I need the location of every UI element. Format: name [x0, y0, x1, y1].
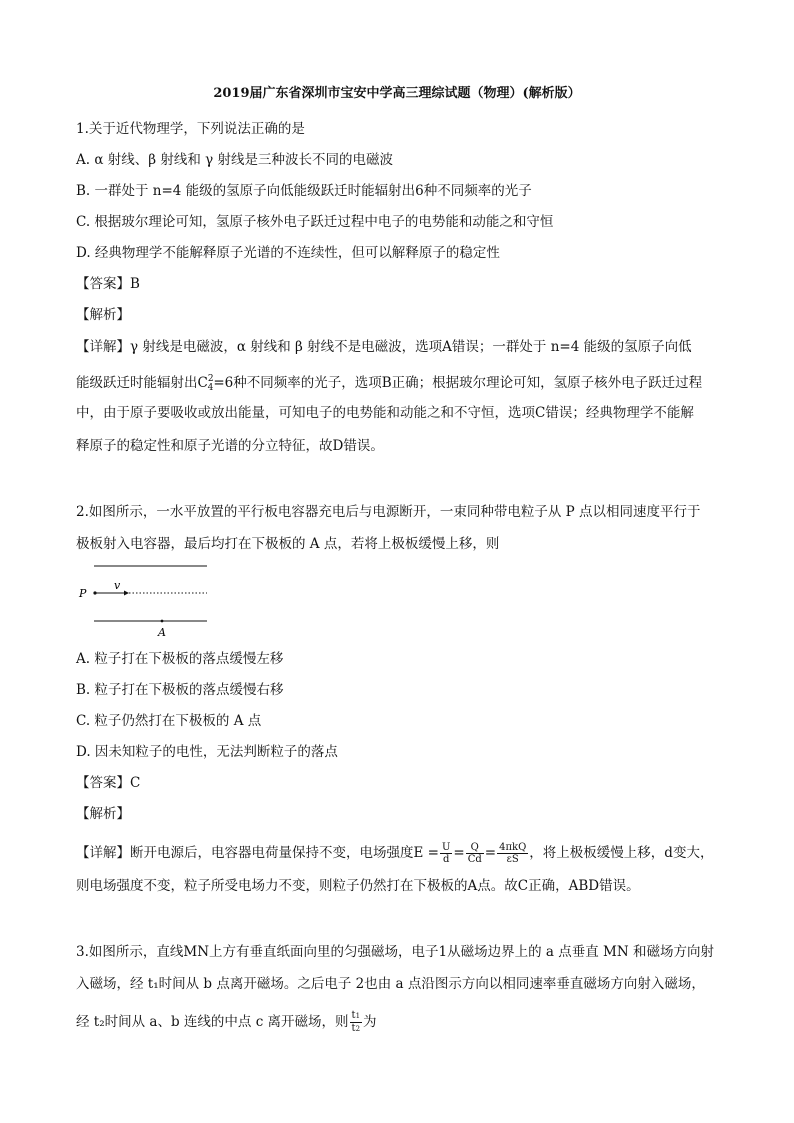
q2-option-c: C. 粒子仍然打在下极板的 A 点 — [76, 713, 262, 729]
q2-stem-line-2: 极板射入电容器，最后均打在下极板的 A 点，若将上极板缓慢上移，则 — [76, 536, 500, 552]
q3-stem-line-3-end: 为 — [363, 1014, 377, 1030]
velocity-arrowhead — [124, 591, 129, 596]
q2-stem-line-1: 2.如图所示，一水平放置的平行板电容器充电后与电源断开，一束同种带电粒子从 P 点以相同速度平行于 — [76, 504, 701, 520]
q3-stem-line-3 — [76, 1010, 377, 1035]
point-a-dot — [161, 620, 164, 623]
point-a-label: A — [158, 626, 166, 639]
q3-stem-line-1: 3.如图所示，直线MN上方有垂直纸面向里的匀强磁场，电子1从磁场边界上的 a 点垂直 MN 和磁场方向射 — [76, 944, 714, 960]
q2-option-b: B. 粒子打在下极板的落点缓慢右移 — [76, 682, 284, 698]
q2-detail-end: ，将上极板缓慢上移，d变大， — [529, 845, 714, 861]
q1-stem: 1.关于近代物理学，下列说法正确的是 — [76, 121, 305, 137]
point-p-label: P — [79, 587, 87, 600]
q1-option-c: C. 根据玻尔理论可知，氢原子核外电子跃迁过程中电子的电势能和动能之和守恒 — [76, 214, 554, 230]
q1-analysis-label: 【解析】 — [76, 307, 130, 323]
q3-stem-line-2: 入磁场，经 t₁时间从 b 点离开磁场。之后电子 2也由 a 点沿图示方向以相同速率垂直磁场方向射入磁场， — [76, 976, 705, 992]
q1-option-d: D. 经典物理学不能解释原子光谱的不连续性，但可以解释原子的稳定性 — [76, 245, 500, 261]
q1-detail-line-2-end: =6种不同频率的光子，选项B正确；根据玻尔理论可知，氢原子核外电子跃迁过程 — [213, 375, 703, 391]
electric-field-formula: $\frac{U}{d}$ = $\frac{Q}{Cd}$ = $\frac{\text{4πkQ}}{\varepsilon S}$ — [441, 842, 527, 865]
q1-detail-line-2 — [76, 370, 702, 397]
q2-answer: 【答案】C — [76, 775, 141, 791]
q1-answer: 【答案】B — [76, 276, 140, 292]
q2-option-d: D. 因未知粒子的电性，无法判断粒子的落点 — [76, 744, 338, 760]
q1-detail-line-2-start: 能级跃迁时能辐射出 — [76, 375, 198, 391]
time-ratio-formula: $\frac{t1}{t2}$ — [351, 1010, 361, 1034]
q3-stem-line-3-start: 经 t₂时间从 a、b 连线的中点 c 离开磁场，则 — [76, 1014, 349, 1030]
q2-detail-line-2: 则电场强度不变，粒子所受电场力不变，则粒子仍然打在下极板的A点。故C正确，ABD错误。 — [76, 878, 640, 894]
capacitor-figure — [76, 560, 216, 644]
q1-detail-line-4: 释原子的稳定性和原子光谱的分立特征，故D错误。 — [76, 438, 384, 454]
q1-option-a: A. α 射线、β 射线和 γ 射线是三种波长不同的电磁波 — [76, 152, 393, 168]
q2-detail-start: 【详解】断开电源后，电容器电荷量保持不变，电场强度E = — [76, 845, 439, 861]
q1-detail-line-3: 中，由于原子要吸收或放出能量，可知电子的电势能和动能之和不守恒，选项C错误；经典物理学不能解 — [76, 405, 694, 421]
q1-option-b: B. 一群处于 n=4 能级的氢原子向低能级跃迁时能辐射出6种不同频率的光子 — [76, 183, 532, 199]
page-title: 2019届广东省深圳市宝安中学高三理综试题（物理）(解析版） — [213, 86, 581, 101]
q2-option-a: A. 粒子打在下极板的落点缓慢左移 — [76, 651, 284, 667]
q1-detail-line-1: 【详解】γ 射线是电磁波，α 射线和 β 射线不是电磁波，选项A错误；一群处于 n=4 能级的氢原子向低 — [76, 339, 692, 355]
velocity-label: v — [114, 579, 121, 592]
q2-analysis-label: 【解析】 — [76, 806, 130, 822]
q2-detail-line-1 — [76, 842, 713, 865]
combination-formula: $C^2_4$ — [197, 374, 214, 393]
